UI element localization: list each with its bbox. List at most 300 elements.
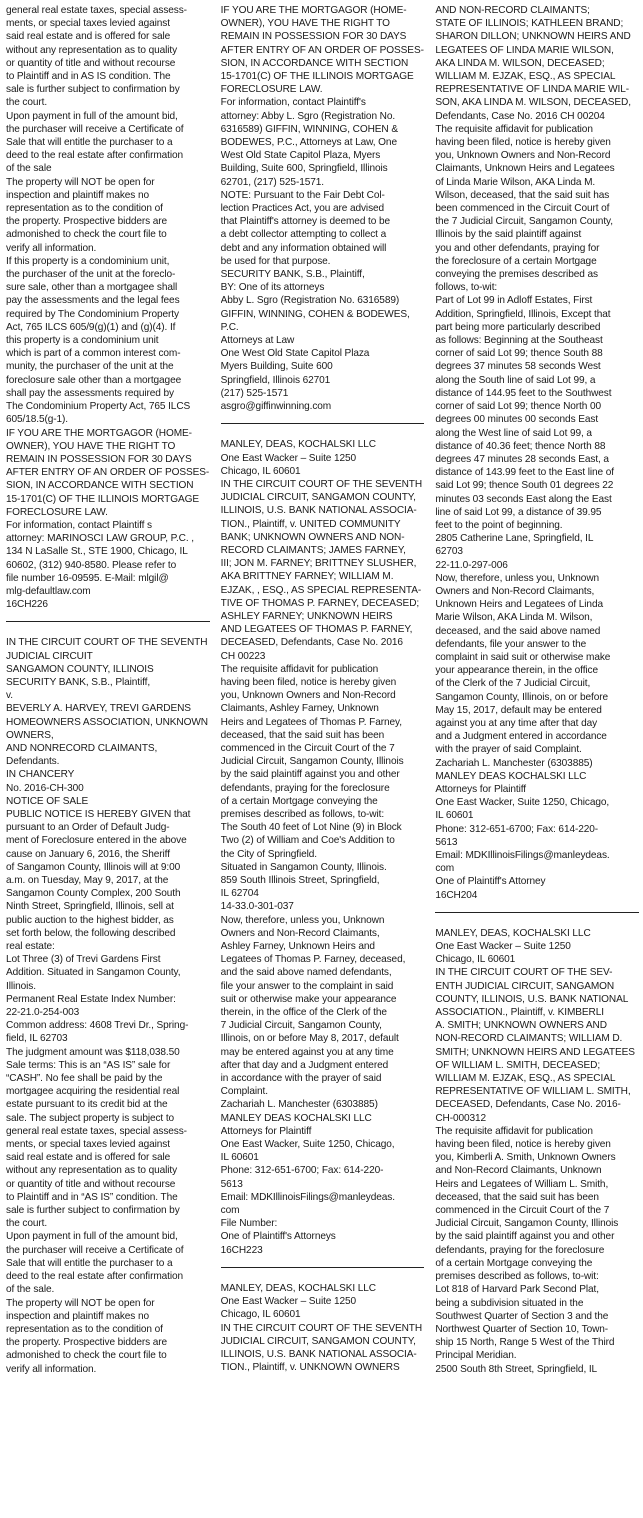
notice-line: IL 60601 bbox=[435, 810, 474, 822]
notice-line: COUNTY, ILLINOIS, U.S. BANK NATIONAL bbox=[435, 993, 629, 1005]
notice-line: DECEASED, Defendants, Case No. 2016 bbox=[220, 637, 403, 649]
notice-line: OWNER), YOU HAVE THE RIGHT TO bbox=[6, 440, 176, 452]
notice-line: Abby L. Sgro (Registration No. 6316589) bbox=[220, 295, 400, 307]
notice-line: of the Clerk of the 7 Judicial Circuit, bbox=[435, 678, 591, 690]
notice-line: said real estate and is offered for sale bbox=[6, 1152, 171, 1164]
notice-line: with the prayer of said Complaint. bbox=[435, 744, 582, 756]
notice-line: SHARON DILLON; UNKNOWN HEIRS AND bbox=[435, 31, 631, 43]
notice-line: Now, therefore, unless you, Unknown bbox=[220, 914, 385, 926]
notice-line: SON, AKA LINDA M. WILSON, DECEASED, bbox=[435, 97, 631, 109]
notice-line: file your answer to the complaint in said bbox=[220, 980, 394, 992]
notice-line: JUDICIAL CIRCUIT, SANGAMON COUNTY, bbox=[220, 1335, 416, 1347]
notice-line: real estate: bbox=[6, 941, 55, 953]
notice-line: III; JON M. FARNEY; BRITTNEY SLUSHER, bbox=[220, 558, 417, 570]
notice-wilson-continued bbox=[435, 4, 639, 902]
notice-line: IL 60601 bbox=[220, 1152, 259, 1164]
notice-line: For information, contact Plaintiff s bbox=[6, 519, 153, 531]
notice-line: of the sale. bbox=[6, 1284, 55, 1296]
notice-line: “CASH”. No fee shall be paid by the bbox=[6, 1073, 163, 1085]
notice-line: general real estate taxes, special assess- bbox=[6, 1125, 187, 1137]
notice-line: defendants, praying for the foreclosure bbox=[220, 782, 390, 794]
notice-line: SECURITY BANK, S.B., Plaintiff, bbox=[220, 269, 365, 281]
notice-line: Southwest Quarter of Section 3 and the bbox=[435, 1310, 609, 1322]
notice-line: Claimants, Unknown Heirs and Legatees bbox=[435, 163, 615, 175]
notice-line: you and other defendants, praying for bbox=[435, 242, 600, 254]
notice-line: corner of said Lot 99; thence South 88 bbox=[435, 348, 603, 360]
notice-line: distance of 40.36 feet; thence North 88 bbox=[435, 440, 606, 452]
notice-line: ENTH JUDICIAL CIRCUIT, SANGAMON bbox=[435, 980, 615, 992]
notice-line: Owners and Non-Record Claimants, bbox=[435, 585, 595, 597]
notice-line: conveying the premises described as bbox=[435, 269, 598, 281]
notice-line: Sale terms: This is an “AS IS” sale for bbox=[6, 1059, 171, 1071]
notice-line: a.m. on Tuesday, May 9, 2017, at the bbox=[6, 875, 169, 886]
notice-line: degrees 47 minutes 28 seconds East, a bbox=[435, 453, 609, 465]
notice-line: commenced in the Circuit Court of the 7 bbox=[435, 1205, 610, 1217]
notice-line: along the South line of said Lot 99, a bbox=[435, 374, 596, 386]
notice-line: 22-11.0-297-006 bbox=[435, 559, 508, 571]
notice-line: Chicago, IL 60601 bbox=[220, 465, 301, 477]
notice-line: admonished to check the court file to bbox=[6, 1350, 167, 1362]
notice-line: premises described as follows, to-wit: bbox=[220, 808, 385, 820]
notice-line: having been filed, notice is hereby given bbox=[435, 1139, 611, 1151]
notice-line: your appearance therein, in the office bbox=[435, 665, 599, 677]
notice-line: pay the assessments and the legal fees bbox=[6, 295, 180, 307]
notice-line: SION, IN ACCORDANCE WITH SECTION bbox=[220, 57, 409, 69]
notice-line: File Number: bbox=[220, 1218, 278, 1230]
notice-line: BODEWES, P.C., Attorneys at Law, One bbox=[220, 137, 397, 149]
notice-line: Two (2) of William and Coe's Addition to bbox=[220, 835, 395, 847]
notice-line: deceased, and the said above named bbox=[435, 625, 601, 637]
notice-line: follows, to-wit: bbox=[435, 282, 498, 294]
notice-wilson-start bbox=[221, 1282, 425, 1374]
notice-line: deceased, that the said suit has been bbox=[220, 729, 385, 741]
notice-line: feet to the point of beginning. bbox=[435, 519, 563, 531]
notice-line: Act, 765 ILCS 605/9(g)(1) and (g)(4). If bbox=[6, 321, 176, 333]
notice-line: attorney: MARINOSCI LAW GROUP, P.C. , bbox=[6, 533, 194, 545]
notice-line: The South 40 feet of Lot Nine (9) in Block bbox=[220, 822, 402, 834]
notice-line: ments, or special taxes levied against bbox=[6, 1139, 170, 1151]
notice-continued-marinosci bbox=[6, 4, 210, 611]
notice-line: IN THE CIRCUIT COURT OF THE SEVENTH bbox=[220, 478, 423, 490]
notice-line: ment of Foreclosure entered in the above bbox=[6, 835, 187, 847]
notice-line: REMAIN IN POSSESSION FOR 30 DAYS bbox=[6, 453, 192, 465]
notice-line: MANLEY, DEAS, KOCHALSKI LLC bbox=[435, 927, 591, 939]
notice-line: this property is a condominium unit bbox=[6, 335, 159, 347]
notice-line: that Plaintiff's attorney is deemed to be bbox=[220, 216, 390, 228]
notice-line: ILLINOIS, U.S. BANK NATIONAL ASSOCIA- bbox=[220, 1348, 417, 1360]
notice-line: you, Unknown Owners and Non-Record bbox=[435, 150, 611, 162]
notice-line: One East Wacker – Suite 1250 bbox=[435, 941, 571, 953]
notice-line: ASHLEY FARNEY; UNKNOWN HEIRS bbox=[220, 610, 393, 622]
notice-harvey-trevi-gardens bbox=[6, 636, 210, 1375]
notice-line: HOMEOWNERS ASSOCIATION, UNKNOWN bbox=[6, 716, 208, 728]
notice-line: Sangamon County, Illinois, on or before bbox=[435, 691, 608, 703]
notice-line: No. 2016-CH-300 bbox=[6, 782, 84, 794]
notice-line: Email: MDKIllinoisFilings@manleydeas. bbox=[220, 1191, 395, 1203]
notice-line: AND NON-RECORD CLAIMANTS; bbox=[435, 5, 590, 16]
notice-line: shall pay the assessments required by bbox=[6, 387, 174, 399]
notice-line: 16CH223 bbox=[220, 1244, 263, 1256]
notice-line: Springfield, Illinois 62701 bbox=[220, 374, 331, 386]
notice-line: One East Wacker – Suite 1250 bbox=[220, 1296, 357, 1308]
notice-line: Wilson, deceased, that the said suit has bbox=[435, 189, 610, 201]
notice-line: Email: MDKIllinoisFilings@manleydeas. bbox=[435, 850, 610, 861]
notice-line: CH 00223 bbox=[220, 650, 266, 662]
notice-line: corner of said Lot 99; thence North 00 bbox=[435, 401, 601, 413]
notice-line: being a subdivision situated in the bbox=[435, 1297, 584, 1309]
notice-line: The Condominium Property Act, 765 ILCS bbox=[6, 401, 191, 413]
notice-line: EJZAK, , ESQ., AS SPECIAL REPRESENTA- bbox=[220, 584, 422, 596]
notice-line: Zachariah L. Manchester (6303885) bbox=[220, 1099, 378, 1111]
notice-line: Attorneys for Plaintiff bbox=[220, 1125, 312, 1137]
notice-line: Judicial Circuit, Sangamon County, Illinois bbox=[435, 1218, 619, 1230]
notice-line: The requisite affidavit for publication bbox=[435, 123, 593, 135]
notice-smith bbox=[435, 927, 639, 1376]
notice-line: the purchaser of the unit at the foreclo- bbox=[6, 269, 176, 281]
notice-line: Illinois. bbox=[6, 980, 36, 992]
notice-line: said real estate and is offered for sale bbox=[6, 31, 171, 43]
notice-line: BEVERLY A. HARVEY, TREVI GARDENS bbox=[6, 703, 191, 715]
notice-line: Building, Suite 600, Springfield, Illinois bbox=[220, 163, 388, 175]
notice-line: verify all information. bbox=[6, 1363, 97, 1375]
notice-line: If this property is a condominium unit, bbox=[6, 255, 170, 267]
notice-line: Complaint. bbox=[220, 1086, 268, 1098]
notice-line: foreclosure sale other than a mortgagee bbox=[6, 374, 182, 386]
notice-line: premises described as follows, to-wit: bbox=[435, 1271, 599, 1283]
notice-line: without any representation as to quality bbox=[6, 1165, 178, 1177]
notice-farney bbox=[221, 438, 425, 1257]
notice-line: public auction to the highest bidder, as bbox=[6, 914, 174, 926]
notice-line: Common address: 4608 Trevi Dr., Spring- bbox=[6, 1020, 189, 1032]
notice-line: TION., Plaintiff, v. UNKNOWN OWNERS bbox=[220, 1362, 400, 1374]
notice-line: by the said plaintiff against you and other bbox=[435, 1231, 615, 1243]
notice-line: The judgment amount was $118,038.50 bbox=[6, 1046, 180, 1058]
notice-line: DECEASED, Defendants, Case No. 2016- bbox=[435, 1099, 621, 1111]
notice-line: GIFFIN, WINNING, COHEN & BODEWES, bbox=[220, 308, 410, 320]
notice-line: Ashley Farney, Unknown Heirs and bbox=[220, 941, 375, 953]
notice-line: sale is further subject to confirmation by bbox=[6, 84, 180, 96]
notice-line: Sangamon County Complex, 200 South bbox=[6, 888, 181, 900]
notice-line: the property. Prospective bidders are bbox=[6, 1337, 168, 1349]
notice-line: ship 15 North, Range 5 West of the Third bbox=[435, 1337, 615, 1349]
notice-line: IF YOU ARE THE MORTGAGOR (HOME- bbox=[220, 5, 407, 16]
notice-line: P.C. bbox=[220, 321, 239, 333]
notice-line: and the said above named defendants, bbox=[220, 967, 392, 979]
notice-line: required by The Condominium Property bbox=[6, 308, 179, 320]
notice-line: Principal Meridian. bbox=[435, 1350, 517, 1362]
notice-line: Attorneys at Law bbox=[220, 335, 295, 347]
notice-line: MANLEY, DEAS, KOCHALSKI LLC bbox=[220, 439, 376, 451]
notice-line: MANLEY DEAS KOCHALSKI LLC bbox=[435, 770, 587, 782]
notice-line: PUBLIC NOTICE IS HEREBY GIVEN that bbox=[6, 808, 191, 820]
notice-line: 134 N LaSalle St., STE 1900, Chicago, IL bbox=[6, 546, 188, 558]
notice-line: Permanent Real Estate Index Number: bbox=[6, 993, 176, 1005]
notice-line: 5613 bbox=[435, 836, 458, 848]
notice-line: AFTER ENTRY OF AN ORDER OF POSSES- bbox=[6, 467, 210, 479]
notice-line: Zachariah L. Manchester (6303885) bbox=[435, 757, 593, 769]
notice-line: NOTE: Pursuant to the Fair Debt Col- bbox=[220, 189, 385, 201]
notice-line: and Non-Record Claimants, Unknown bbox=[435, 1165, 602, 1177]
notice-line: distance of 144.95 feet to the Southwest bbox=[435, 387, 612, 399]
notice-line: along the West line of said Lot 99, a bbox=[435, 427, 592, 439]
notice-line: NOTICE OF SALE bbox=[6, 795, 89, 807]
notice-line: after that day and a Judgment entered bbox=[220, 1059, 389, 1071]
notice-line: distance of 143.99 feet to the East line of bbox=[435, 467, 614, 479]
notice-line: be used for that purpose. bbox=[220, 255, 331, 267]
notice-line: therein, in the office of the Clerk of the bbox=[220, 1007, 387, 1019]
notice-line: IF YOU ARE THE MORTGAGOR (HOME- bbox=[6, 427, 192, 439]
notice-line: SECURITY BANK, S.B., Plaintiff, bbox=[6, 676, 151, 688]
notice-line: 15-1701(C) OF THE ILLINOIS MORTGAGE bbox=[220, 71, 414, 83]
notice-line: BANK; UNKNOWN OWNERS AND NON- bbox=[220, 531, 405, 543]
notice-line: representation as to the condition of bbox=[6, 203, 163, 215]
notice-line: REPRESENTATIVE OF WILLIAM L. SMITH, bbox=[435, 1086, 631, 1098]
notice-line: AFTER ENTRY OF AN ORDER OF POSSES- bbox=[220, 44, 424, 56]
notice-line: 60602, (312) 940-8580. Please refer to bbox=[6, 559, 177, 571]
notice-line: file number 16-09595. E-Mail: mlgil@ bbox=[6, 572, 169, 584]
notice-line: Addition. Situated in Sangamon County, bbox=[6, 967, 181, 979]
notice-divider bbox=[221, 423, 425, 424]
notice-line: you, Kimberli A. Smith, Unknown Owners bbox=[435, 1152, 616, 1164]
notice-line: Heirs and Legatees of William L. Smith, bbox=[435, 1178, 609, 1190]
notice-line: ments, or special taxes levied against bbox=[6, 18, 170, 30]
notice-line: com bbox=[220, 1205, 240, 1217]
notice-line: (217) 525-1571 bbox=[220, 387, 289, 399]
notice-line: complaint in said suit or otherwise make bbox=[435, 651, 611, 663]
notice-line: you, Unknown Owners and Non-Record bbox=[220, 690, 396, 702]
notice-line: verify all information. bbox=[6, 242, 97, 254]
notice-line: as follows: Beginning at the Southeast bbox=[435, 335, 603, 347]
notice-line: Lot 818 of Harvard Park Second Plat, bbox=[435, 1284, 599, 1296]
notice-line: which is part of a common interest com- bbox=[6, 348, 181, 360]
notice-line: 16CH204 bbox=[435, 889, 478, 901]
notice-line: the court. bbox=[6, 97, 48, 109]
notice-line: 859 South Illinois Street, Springfield, bbox=[220, 875, 380, 886]
notice-line: BY: One of its attorneys bbox=[220, 282, 325, 294]
notice-line: pursuant to an Order of Default Judg- bbox=[6, 822, 170, 834]
notice-line: Owners and Non-Record Claimants, bbox=[220, 927, 380, 939]
notice-line: One East Wacker, Suite 1250, Chicago, bbox=[435, 797, 610, 809]
notice-line: 2500 South 8th Street, Springfield, IL bbox=[435, 1363, 598, 1375]
notice-line: AND LEGATEES OF THOMAS P. FARNEY, bbox=[220, 624, 413, 636]
notice-line: to Plaintiff and in “AS IS” condition. The bbox=[6, 1191, 178, 1203]
notice-line: Situated in Sangamon County, Illinois. bbox=[220, 861, 387, 873]
notice-line: Defendants. bbox=[6, 756, 60, 768]
notice-line: AND NONRECORD CLAIMANTS, bbox=[6, 742, 158, 754]
notice-line: The requisite affidavit for publication bbox=[435, 1125, 593, 1137]
notice-line: 62703 bbox=[435, 546, 463, 558]
notice-line: IN THE CIRCUIT COURT OF THE SEVENTH bbox=[6, 637, 208, 649]
notice-line: West Old State Capitol Plaza, Myers bbox=[220, 150, 381, 162]
notice-line: the property. Prospective bidders are bbox=[6, 216, 168, 228]
notice-line: inspection and plaintiff makes no bbox=[6, 189, 149, 201]
notice-line: REPRESENTATIVE OF LINDA MARIE WIL- bbox=[435, 84, 629, 96]
notice-line: The property will NOT be open for bbox=[6, 176, 155, 188]
notice-line: Northwest Quarter of Section 10, Town- bbox=[435, 1323, 609, 1335]
notice-line: without any representation as to quality bbox=[6, 44, 178, 56]
notice-line: Defendants, Case No. 2016 CH 00204 bbox=[435, 110, 605, 122]
notice-line: TIVE OF THOMAS P. FARNEY, DECEASED; bbox=[220, 597, 420, 609]
notice-line: lection Practices Act, you are advised bbox=[220, 203, 385, 215]
notice-line: having been filed, notice is hereby given bbox=[220, 676, 397, 688]
notice-line: degrees 37 minutes 58 seconds West bbox=[435, 361, 601, 373]
notice-line: STATE OF ILLINOIS; KATHLEEN BRAND; bbox=[435, 18, 624, 30]
notice-line: 15-1701(C) OF THE ILLINOIS MORTGAGE bbox=[6, 493, 200, 505]
notice-line: to Plaintiff and in AS IS condition. The bbox=[6, 71, 171, 83]
notice-line: SANGAMON COUNTY, ILLINOIS bbox=[6, 663, 154, 675]
notice-line: JUDICIAL CIRCUIT bbox=[6, 650, 93, 662]
notice-line: IN THE CIRCUIT COURT OF THE SEV- bbox=[435, 967, 613, 979]
notice-line: defendants, praying for the foreclosure bbox=[435, 1244, 605, 1256]
notice-line: Upon payment in full of the amount bid, bbox=[6, 110, 178, 122]
notice-line: IN CHANCERY bbox=[6, 769, 75, 781]
notice-line: MANLEY DEAS KOCHALSKI LLC bbox=[220, 1112, 372, 1124]
notice-line: AKA BRITTNEY FARNEY; WILLIAM M. bbox=[220, 571, 394, 583]
notice-line: the foreclosure of a certain Mortgage bbox=[435, 255, 597, 267]
notice-line: Ninth Street, Springfield, Illinois, sell at bbox=[6, 901, 174, 913]
notice-line: Heirs and Legatees of Thomas P. Farney, bbox=[220, 716, 402, 728]
notice-line: SION, IN ACCORDANCE WITH SECTION bbox=[6, 480, 194, 492]
notice-line: deed to the real estate after confirmation bbox=[6, 150, 184, 162]
notice-line: One West Old State Capitol Plaza bbox=[220, 348, 370, 360]
notice-line: general real estate taxes, special assess- bbox=[6, 5, 187, 16]
notice-line: 16CH226 bbox=[6, 599, 48, 611]
notice-line: having been filed, notice is hereby given bbox=[435, 137, 611, 149]
notice-line: OWNERS, bbox=[6, 729, 54, 741]
notice-line: RECORD CLAIMANTS; JAMES FARNEY, bbox=[220, 544, 406, 556]
notice-line: FORECLOSURE LAW. bbox=[220, 84, 323, 96]
notice-line: v. bbox=[6, 690, 13, 702]
notice-line: of Sangamon County, Illinois will at 9:00 bbox=[6, 861, 181, 873]
notice-line: Upon payment in full of the amount bid, bbox=[6, 1231, 178, 1243]
notice-line: One of Plaintiff's Attorney bbox=[435, 876, 546, 888]
notice-line: degrees 00 minutes 00 seconds East bbox=[435, 414, 599, 426]
notice-line: defendants, file your answer to the bbox=[435, 638, 587, 650]
notice-line: Lot Three (3) of Trevi Gardens First bbox=[6, 954, 161, 966]
notice-line: MANLEY, DEAS, KOCHALSKI LLC bbox=[220, 1282, 376, 1294]
notice-line: Part of Lot 99 in Adloff Estates, First bbox=[435, 295, 593, 307]
notice-line: FORECLOSURE LAW. bbox=[6, 506, 108, 518]
notice-line: set forth below, the following described bbox=[6, 927, 176, 939]
notice-line: or quantity of title and without recourse bbox=[6, 1178, 176, 1190]
notice-line: 22-21.0-254-003 bbox=[6, 1007, 80, 1019]
notice-line: mortgagee acquiring the residential real bbox=[6, 1086, 180, 1098]
notice-line: cause on January 6, 2016, the Sheriff bbox=[6, 848, 170, 860]
notice-line: 5613 bbox=[220, 1178, 243, 1190]
notice-line: against you at any time after that day bbox=[435, 717, 598, 729]
notice-line: The requisite affidavit for publication bbox=[220, 663, 379, 675]
notice-line: Attorneys for Plaintiff bbox=[435, 783, 526, 795]
notice-line: sure sale, other than a mortgagee shall bbox=[6, 282, 178, 294]
notice-line: IL 62704 bbox=[220, 888, 259, 900]
notice-line: One East Wacker – Suite 1250 bbox=[220, 452, 357, 464]
notice-divider bbox=[221, 1267, 425, 1268]
notice-line: Illinois by the said plaintiff against bbox=[435, 229, 582, 241]
notice-line: suit or otherwise make your appearance bbox=[220, 993, 397, 1005]
notice-line: 62701, (217) 525-1571. bbox=[220, 176, 324, 188]
notice-line: sale is further subject to confirmation by bbox=[6, 1205, 180, 1217]
notice-line: Chicago, IL 60601 bbox=[220, 1309, 301, 1321]
notice-line: a debt collector attempting to collect a bbox=[220, 229, 387, 241]
notice-line: WILLIAM M. EJZAK, ESQ., AS SPECIAL bbox=[435, 71, 616, 83]
column-left bbox=[6, 4, 210, 1518]
column-right bbox=[435, 4, 639, 1518]
notice-line: said Lot 99; thence South 01 degrees 22 bbox=[435, 480, 614, 492]
notice-line: representation as to the condition of bbox=[6, 1323, 163, 1335]
notice-line: part being more particularly described bbox=[435, 321, 601, 333]
notice-line: the purchaser will receive a Certificate of bbox=[6, 123, 184, 135]
notice-line: Legatees of Thomas P. Farney, deceased, bbox=[220, 954, 406, 966]
notice-line: Now, therefore, unless you, Unknown bbox=[435, 572, 600, 584]
notice-line: NON-RECORD CLAIMANTS; WILLIAM D. bbox=[435, 1033, 623, 1045]
notice-line: deceased, that the said suit has been bbox=[435, 1191, 599, 1203]
notice-line: com bbox=[435, 863, 455, 875]
notice-line: May 15, 2017, default may be entered bbox=[435, 704, 602, 716]
notice-line: debt and any information obtained will bbox=[220, 242, 387, 254]
column-middle bbox=[221, 4, 425, 1518]
notice-line: Claimants, Ashley Farney, Unknown bbox=[220, 703, 379, 715]
notice-line: Unknown Heirs and Legatees of Linda bbox=[435, 599, 603, 611]
notice-line: SMITH; UNKNOWN HEIRS AND LEGATEES bbox=[435, 1046, 635, 1058]
notice-line: inspection and plaintiff makes no bbox=[6, 1310, 149, 1322]
notice-line: Sale that will entitle the purchaser to a bbox=[6, 137, 173, 149]
notice-line: REMAIN IN POSSESSION FOR 30 DAYS bbox=[220, 31, 407, 43]
notice-line: mlg-defaultlaw.com bbox=[6, 585, 91, 597]
notice-line: WILLIAM M. EJZAK, ESQ., AS SPECIAL bbox=[435, 1073, 616, 1085]
notice-line: or quantity of title and without recourse bbox=[6, 57, 176, 69]
notice-line: minutes 03 seconds East along the East bbox=[435, 493, 612, 505]
notice-line: 2805 Catherine Lane, Springfield, IL bbox=[435, 533, 594, 545]
notice-line: munity, the purchaser of the unit at the bbox=[6, 361, 174, 373]
notice-line: Judicial Circuit, Sangamon County, Illinois bbox=[220, 756, 404, 768]
notice-line: of the sale bbox=[6, 163, 52, 175]
notice-line: The property will NOT be open for bbox=[6, 1297, 155, 1309]
notice-line: CH-000312 bbox=[435, 1112, 487, 1124]
notice-line: the 7 Judicial Circuit, Sangamon County, bbox=[435, 216, 613, 228]
notice-line: OF WILLIAM L. SMITH, DECEASED; bbox=[435, 1059, 601, 1071]
notice-line: Phone: 312-651-6700; Fax: 614-220- bbox=[220, 1165, 384, 1177]
notice-line: of Linda Marie Wilson, AKA Linda M. bbox=[435, 176, 596, 188]
notice-line: of a certain Mortgage conveying the bbox=[435, 1257, 593, 1269]
notice-line: For information, contact Plaintiff's bbox=[220, 97, 366, 109]
notice-line: attorney: Abby L. Sgro (Registration No. bbox=[220, 110, 396, 122]
notice-line: OWNER), YOU HAVE THE RIGHT TO bbox=[220, 18, 390, 30]
notice-line: Sale that will entitle the purchaser to a bbox=[6, 1257, 173, 1269]
notice-line: 605/18.5(g-1). bbox=[6, 414, 69, 426]
notice-line: 14-33.0-301-037 bbox=[220, 901, 294, 913]
notice-line: in accordance with the prayer of said bbox=[220, 1073, 382, 1085]
notice-line: Addition, Springfield, Illinois, Except that bbox=[435, 308, 611, 320]
notice-line: asgro@giffinwinning.com bbox=[220, 401, 332, 413]
notice-line: by the said plaintiff against you and other bbox=[220, 769, 400, 781]
notice-line: A. SMITH; UNKNOWN OWNERS AND bbox=[435, 1020, 607, 1032]
notice-line: of a certain Mortgage conveying the bbox=[220, 795, 378, 807]
notice-line: IN THE CIRCUIT COURT OF THE SEVENTH bbox=[220, 1322, 423, 1334]
notice-line: and a Judgment entered in accordance bbox=[435, 731, 607, 743]
notice-line: 6316589) GIFFIN, WINNING, COHEN & bbox=[220, 123, 398, 135]
notice-line: may be entered against you at any time bbox=[220, 1046, 394, 1058]
notice-line: been commenced in the Circuit Court of bbox=[435, 203, 610, 215]
notice-line: field, IL 62703 bbox=[6, 1033, 68, 1045]
notice-line: Marie Wilson, AKA Linda M. Wilson, bbox=[435, 612, 593, 624]
notice-line: ILLINOIS, U.S. BANK NATIONAL ASSOCIA- bbox=[220, 505, 417, 517]
notice-line: the City of Springfield. bbox=[220, 848, 318, 860]
notice-line: estate pursuant to its credit bid at the bbox=[6, 1099, 168, 1111]
notice-line: 7 Judicial Circuit, Sangamon County, bbox=[220, 1020, 382, 1032]
notice-line: Myers Building, Suite 600 bbox=[220, 361, 333, 373]
notice-line: the purchaser will receive a Certificate of bbox=[6, 1244, 184, 1256]
notice-line: line of said Lot 99, a distance of 39.95 bbox=[435, 506, 602, 518]
